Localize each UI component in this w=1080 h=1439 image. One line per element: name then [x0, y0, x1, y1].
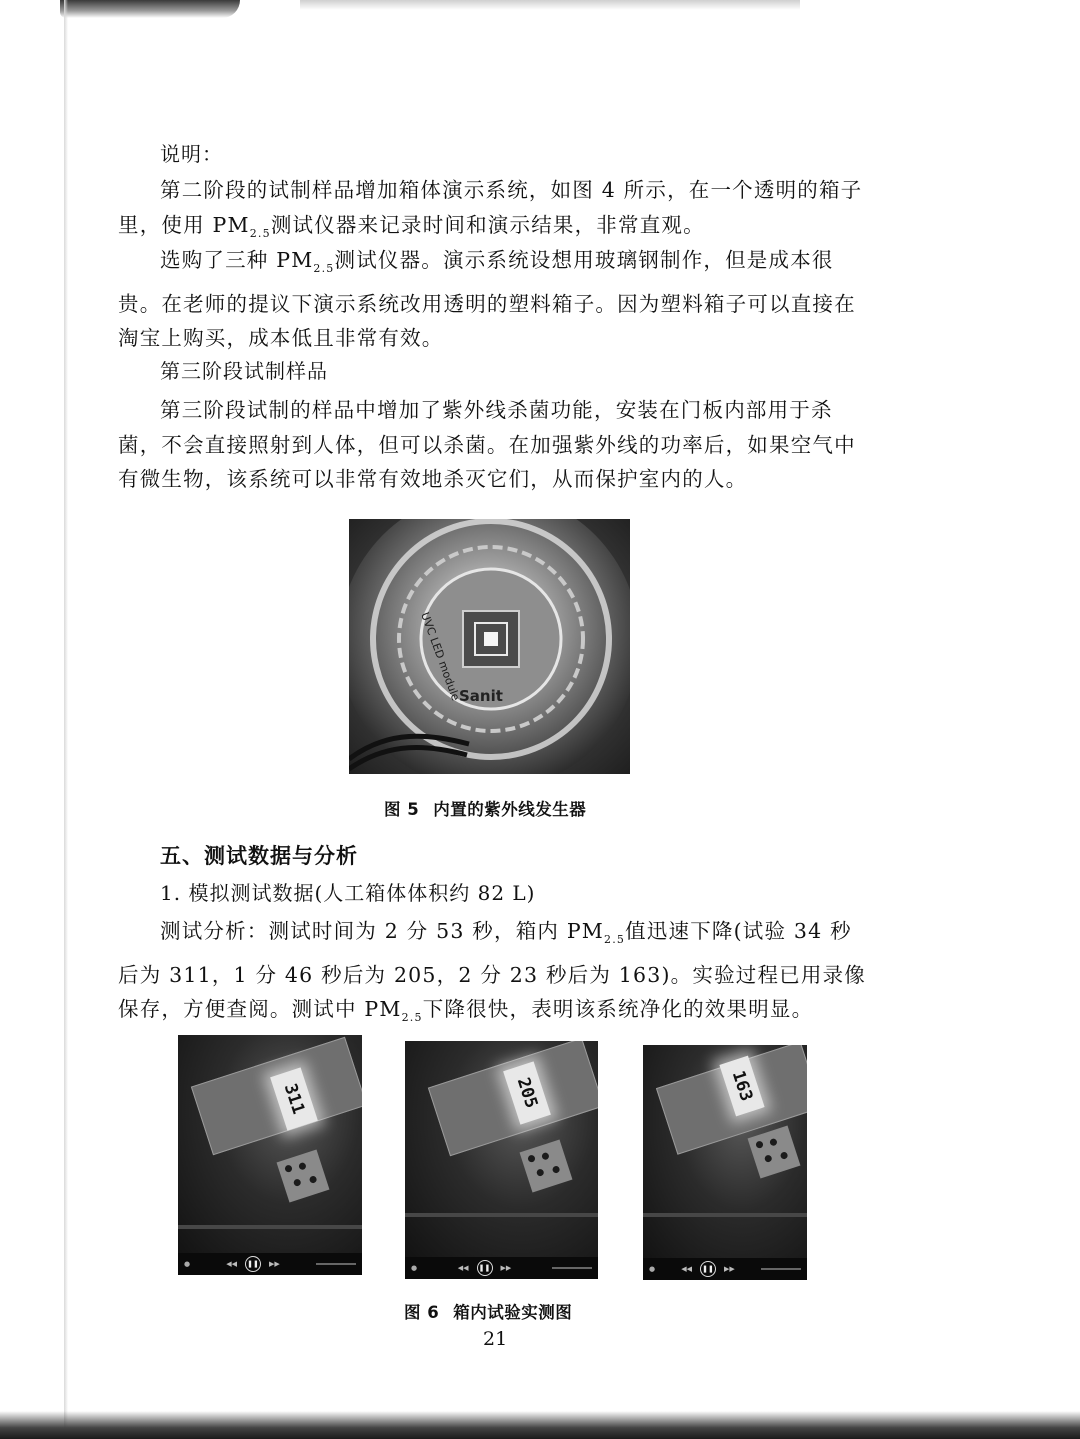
pm-meter-display: 311 [270, 1067, 318, 1130]
test-analysis-paragraph [118, 914, 870, 1036]
paragraph-stage3: 第三阶段试制的样品中增加了紫外线杀菌功能，安装在门板内部用于杀菌，不会直接照射到人体，但可以杀菌。在加强紫外线的功率后，如果空气中有微生物，该系统可以非常有效地杀灭它们，从而保护室内的人。 [118, 398, 856, 491]
playback-buttons [681, 1261, 735, 1277]
pm-meter-display: 163 [719, 1056, 764, 1117]
figure5-caption-text: 内置的紫外线发生器 [433, 800, 587, 819]
paragraph-instruments-text-2: 测试仪器。演示系统设想用玻璃钢制作，但是成本很贵。在老师的提议下演示系统改用透明的塑料箱子。因为塑料箱子可以直接在淘宝上购买，成本低且非常有效。 [118, 248, 856, 351]
figure5-uv-lamp-photo [349, 519, 630, 774]
pm-meter-display: 205 [503, 1061, 551, 1124]
volume-bar[interactable] [552, 1267, 592, 1269]
pm25-term: $PM_{2.5}$ [364, 997, 423, 1025]
box-shelf-edge [405, 1213, 598, 1217]
video-time: ● [649, 1265, 656, 1273]
rewind-icon[interactable]: ◀◀ [681, 1265, 693, 1273]
forward-icon[interactable]: ▶▶ [500, 1264, 512, 1272]
scan-shadow-bottom [0, 1411, 1080, 1439]
video-player-controls [178, 1253, 362, 1275]
video-time: ● [184, 1260, 191, 1268]
pm25-term: $PM_{2.5}$ [276, 248, 335, 276]
test-analysis-text-3: 下降很快，表明该系统净化的效果明显。 [422, 997, 814, 1022]
scan-shadow-top-left [60, 0, 240, 18]
scan-shadow-left-edge [64, 0, 68, 1439]
pm25-term: $PM_{2.5}$ [566, 919, 626, 947]
playback-buttons [458, 1260, 512, 1276]
box-shelf-edge [643, 1213, 807, 1217]
figure6-video-still-3 [643, 1045, 807, 1280]
figure5-caption [384, 796, 586, 820]
stage3-heading: 第三阶段试制样品 [160, 359, 328, 383]
pause-icon[interactable]: ❚❚ [477, 1260, 493, 1276]
forward-icon[interactable]: ▶▶ [269, 1260, 280, 1268]
paragraph-instruments-text-1: 选购了三种 [160, 248, 277, 272]
box-shelf-edge [178, 1225, 362, 1229]
video-player-controls [643, 1258, 807, 1280]
uv-lamp-illustration [349, 519, 630, 774]
section5-heading: 五、测试数据与分析 [160, 844, 358, 868]
figure5-number: 图 5 [384, 800, 420, 819]
playback-buttons [226, 1256, 280, 1272]
note-label: 说明： [160, 142, 223, 166]
rewind-icon[interactable]: ◀◀ [226, 1260, 238, 1268]
figure6-caption [404, 1299, 572, 1323]
pause-icon[interactable]: ❚❚ [700, 1261, 716, 1277]
section5-subheading: 1. 模拟测试数据(人工箱体体积约 82 L) [160, 881, 536, 905]
video-player-controls [405, 1257, 598, 1279]
test-analysis-text-2: 值迅速下降(试验 34 秒后为 311，1 分 46 秒后为 205，2 分 23 秒后为 163)。实验过程已用录像保存，方便查阅。测试中 [118, 919, 866, 1022]
pm25-term: $PM_{2.5}$ [212, 212, 271, 240]
paragraph-stage2-text-1: 第二阶段的试制样品增加箱体演示系统，如图 4 所示，在一个透明的箱子里，使用 [118, 178, 863, 237]
lamp-ring-text: UVC LED module [418, 610, 463, 703]
paragraph-instruments [118, 243, 870, 356]
volume-bar[interactable] [316, 1263, 356, 1265]
pause-icon[interactable]: ❚❚ [245, 1256, 261, 1272]
volume-bar[interactable] [761, 1268, 801, 1270]
page-number: 21 [483, 1328, 508, 1350]
lamp-brand-text: Sanit [459, 687, 503, 705]
figure6-number: 图 6 [404, 1303, 440, 1322]
forward-icon[interactable]: ▶▶ [724, 1265, 735, 1273]
paragraph-stage2-text-2: 测试仪器来记录时间和演示结果，非常直观。 [270, 212, 705, 237]
figure6-caption-text: 箱内试验实测图 [453, 1303, 573, 1322]
led-emitter [484, 632, 498, 646]
test-analysis-text-1: 测试分析：测试时间为 2 分 53 秒，箱内 [160, 919, 567, 943]
paragraph-stage2 [118, 173, 870, 251]
rewind-icon[interactable]: ◀◀ [457, 1264, 469, 1272]
figure6-video-still-2 [405, 1041, 598, 1279]
figure6-video-still-1 [178, 1035, 362, 1275]
scan-shadow-top [300, 0, 800, 10]
video-time: ● [411, 1264, 418, 1272]
